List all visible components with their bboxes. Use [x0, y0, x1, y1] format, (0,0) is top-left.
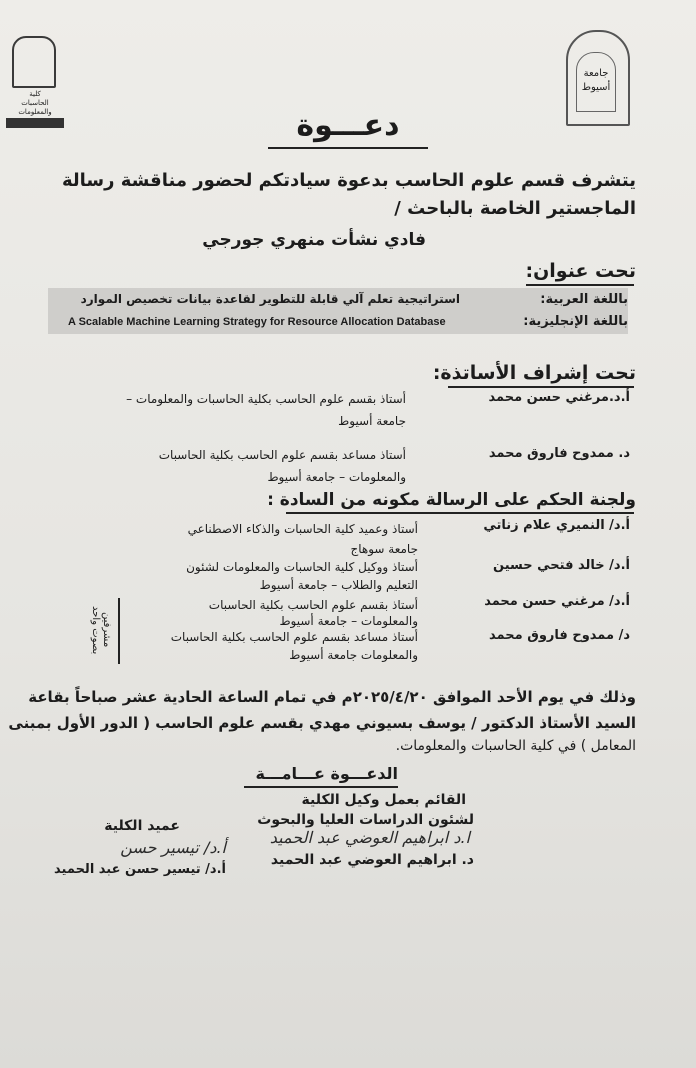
thesis-heading-underline — [526, 284, 634, 286]
committee-heading: ولجنة الحكم على الرسالة مكونه من السادة : — [267, 490, 636, 510]
general-invitation-underline — [244, 786, 398, 788]
committee-heading-underline — [286, 512, 634, 514]
dean-signature: أ.د/ تيسير حسن — [120, 838, 226, 857]
schedule-line-3: المعامل ) في كلية الحاسبات والمعلومات. — [395, 738, 636, 754]
thesis-heading: تحت عنوان: — [525, 260, 636, 282]
committee-member-title-line1: أستاذ ووكيل كلية الحاسبات والمعلومات لشئون — [186, 560, 418, 574]
english-thesis-title: A Scalable Machine Learning Strategy for Resource Allocation Database — [68, 316, 446, 328]
vice-dean-title-1: القائم بعمل وكيل الكلية — [301, 792, 466, 808]
faculty-logo-text-2: الحاسبات والمعلومات — [18, 99, 52, 116]
supervisors-bracket — [118, 598, 130, 664]
title-underline — [268, 147, 428, 149]
vice-dean-signature: ا.د ابراهيم العوضي عبد الحميد — [269, 828, 470, 847]
arabic-title-label: باللغة العربية: — [540, 292, 628, 307]
dean-title: عميد الكلية — [104, 818, 180, 834]
committee-member-name: أ.د/ خالد فتحي حسين — [493, 558, 630, 573]
schedule-line-2: السيد الأستاذ الدكتور / يوسف بسيوني مهدي بقسم علوم الحاسب ( الدور الأول بمبنى — [8, 714, 636, 732]
committee-member-name: أ.د/ النميري علام زناتي — [483, 518, 630, 533]
dean-name: أ.د/ تيسير حسن عبد الحميد — [54, 862, 226, 877]
english-title-label: باللغة الإنجليزية: — [523, 314, 628, 329]
committee-member-title-line1: أستاذ وعميد كلية الحاسبات والذكاء الاصطناعي — [187, 522, 418, 536]
university-logo-text: جامعة أسيوط — [576, 52, 616, 112]
supervision-heading: تحت إشراف الأساتذة: — [432, 362, 636, 384]
committee-member-title-line1: أستاذ مساعد بقسم علوم الحاسب بكلية الحاسبات — [170, 630, 418, 644]
supervisor-title-line1: أستاذ مساعد بقسم علوم الحاسب بكلية الحاسبات — [158, 448, 406, 462]
intro-line-2: الماجستير الخاصة بالباحث / — [394, 198, 636, 219]
supervisor-title-line2: جامعة أسيوط — [338, 414, 406, 428]
supervisor-title-line2: والمعلومات – جامعة أسيوط — [267, 470, 406, 484]
supervision-heading-underline — [448, 386, 634, 388]
researcher-name: فادي نشأت منهري جورجي — [202, 230, 426, 250]
committee-member-title-line1: أستاذ بقسم علوم الحاسب بكلية الحاسبات — [208, 598, 418, 612]
vice-dean-title-2: لشئون الدراسات العليا والبحوث — [257, 812, 474, 828]
committee-member-title-line2: جامعة سوهاج — [350, 542, 418, 556]
supervisor-title-line1: أستاذ بقسم علوم الحاسب بكلية الحاسبات والمعلومات – — [126, 392, 406, 406]
page-title: دعـــوة — [296, 108, 400, 143]
arabic-thesis-title: استراتيجية تعلم آلي قابلة للتطوير لقاعدة بيانات تخصيص الموارد — [80, 292, 460, 306]
vice-dean-name: د. ابراهيم العوضي عبد الحميد — [270, 852, 474, 868]
supervisor-name: د. ممدوح فاروق محمد — [488, 446, 630, 461]
committee-member-name: أ.د/ مرغني حسن محمد — [484, 594, 630, 609]
committee-member-title-line2: التعليم والطلاب – جامعة أسيوط — [259, 578, 418, 592]
intro-line-1: يتشرف قسم علوم الحاسب بدعوة سيادتكم لحضور مناقشة رسالة — [61, 170, 636, 191]
faculty-logo-text-1: كلية — [29, 90, 41, 98]
supervisor-name: أ.د.مرغني حسن محمد — [488, 390, 630, 405]
general-invitation: الدعـــوة عـــامـــة — [255, 764, 398, 783]
committee-member-title-line2: والمعلومات جامعة أسيوط — [289, 648, 418, 662]
supervisors-side-note: مشرفين بصوت واحد — [90, 605, 112, 655]
schedule-line-1: وذلك في يوم الأحد الموافق ٢٠٢٥/٤/٢٠م في تمام الساعة الحادية عشر صباحاً بقاعة — [28, 688, 636, 706]
faculty-logo-icon — [12, 36, 56, 88]
committee-member-title-line2: والمعلومات – جامعة أسيوط — [279, 614, 418, 628]
committee-member-name: د/ ممدوح فاروق محمد — [489, 628, 630, 643]
